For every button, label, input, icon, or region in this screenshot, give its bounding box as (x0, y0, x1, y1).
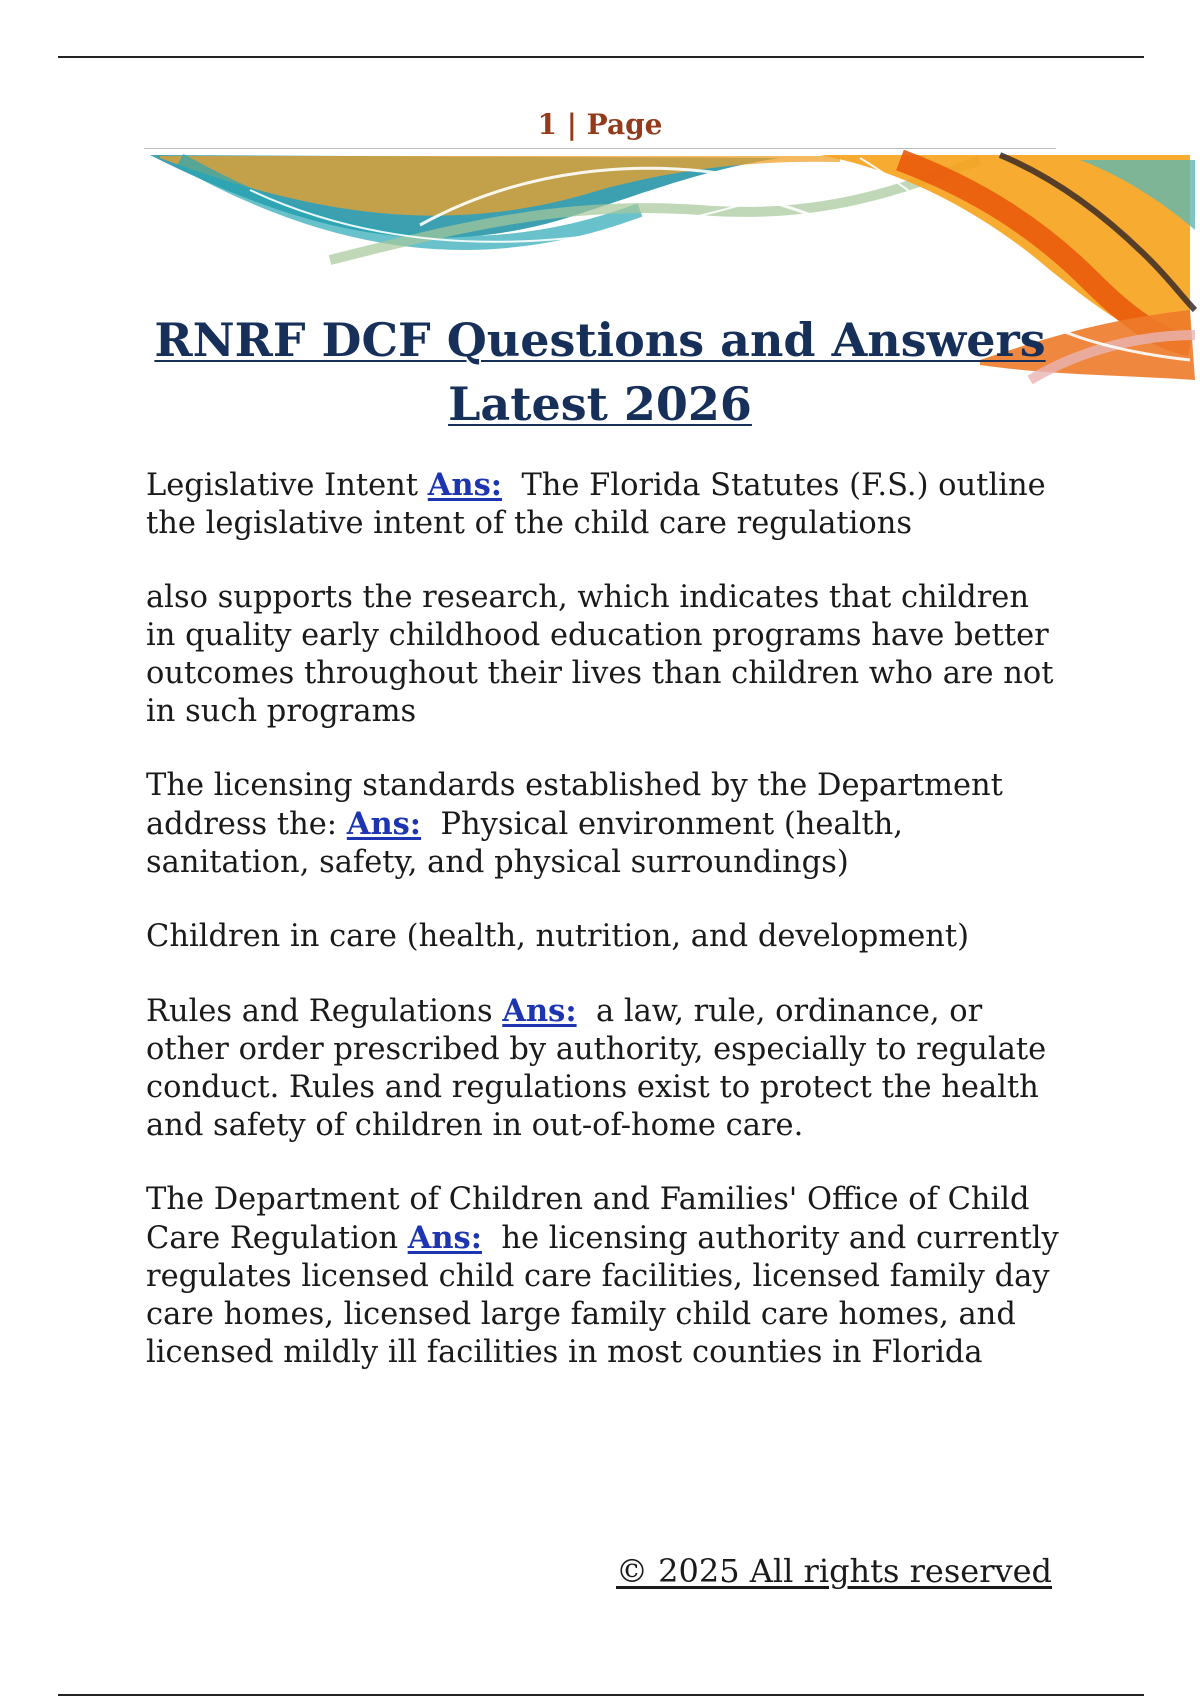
ans-link[interactable]: Ans: (407, 1220, 482, 1256)
title-line-2: Latest 2026 (448, 377, 752, 431)
header-divider (144, 148, 1056, 149)
ans-link[interactable]: Ans: (427, 467, 503, 503)
qa-answer: Physical environment (health, sanitation, safety, and physical surroundings) (146, 807, 903, 880)
qa-text: also supports the research, which indicates that children in quality early childhood education programs have better outcomes throughout their lives than children who are not in such programs (146, 580, 1054, 729)
qa-item (146, 767, 1066, 882)
qa-content (146, 466, 1066, 1408)
ans-link[interactable]: Ans: (346, 806, 422, 842)
qa-item (146, 918, 1066, 956)
document-title (100, 308, 1100, 436)
qa-question: Rules and Regulations (146, 994, 493, 1029)
qa-answer: he licensing authority and currently regulates licensed child care facilities, licensed family day care homes, licensed large family child care homes, and licensed mildly ill facilities in most counties in Florida (146, 1221, 1059, 1370)
qa-item (146, 1181, 1066, 1372)
copyright-footer: © 2025 All rights reserved (616, 1552, 1052, 1590)
top-rule (58, 56, 1144, 58)
bottom-rule (58, 1694, 1144, 1696)
ans-link[interactable]: Ans: (502, 993, 577, 1029)
qa-question: The Department of Children and Families' Office of Child Care Regulation (146, 1182, 1030, 1256)
qa-item (146, 466, 1066, 543)
qa-answer: a law, rule, ordinance, or other order prescribed by authority, especially to regulate conduct. Rules and regulations exist to protect the health and safety of children in out-of-home care. (146, 994, 1047, 1143)
qa-item (146, 579, 1066, 731)
qa-question: Legislative Intent (146, 468, 419, 503)
qa-answer: The Florida Statutes (F.S.) outline the legislative intent of the child care regulations (146, 468, 1046, 541)
qa-text: Children in care (health, nutrition, and development) (146, 919, 970, 954)
qa-question: The licensing standards established by the Department address the: (146, 768, 1003, 842)
qa-item (146, 992, 1066, 1145)
title-line-1: RNRF DCF Questions and Answers (154, 313, 1046, 367)
page-number-header: 1 | Page (537, 108, 663, 141)
